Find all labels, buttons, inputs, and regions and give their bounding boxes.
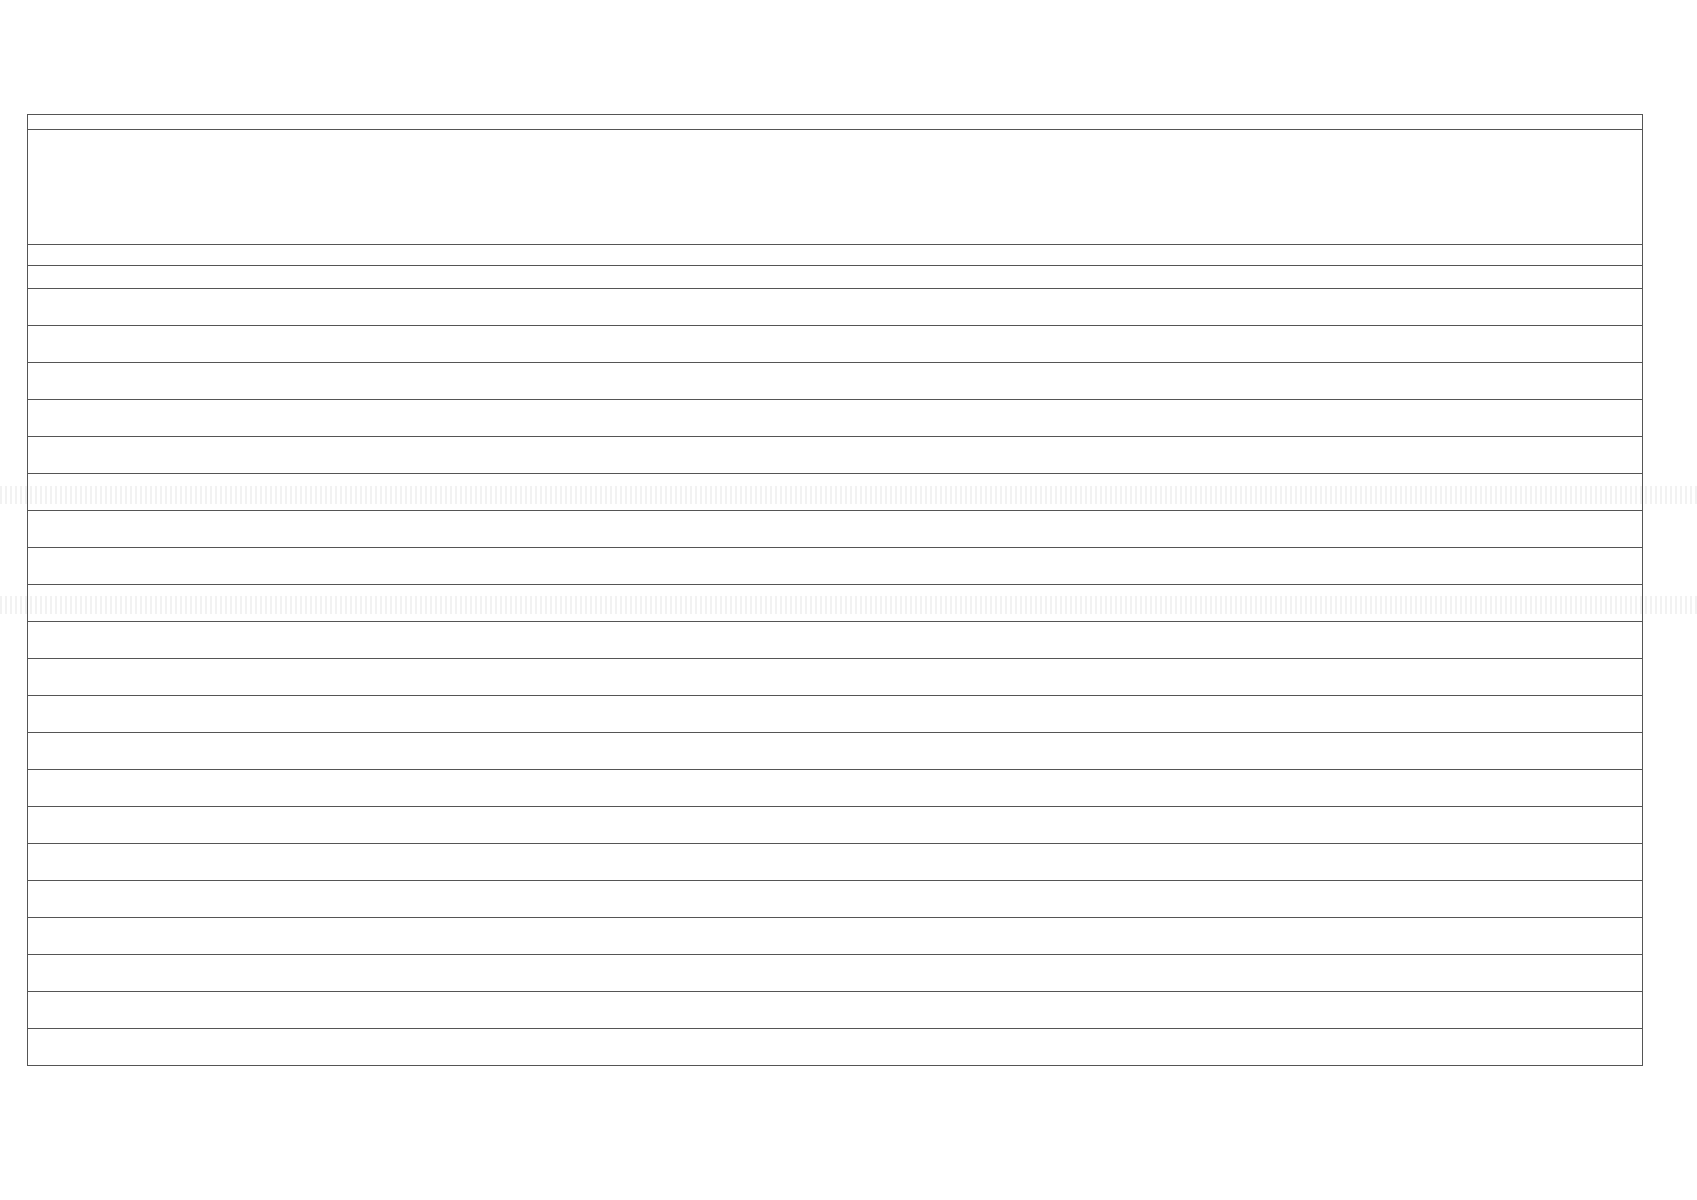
table-row — [28, 289, 1643, 326]
header-row-main — [28, 130, 1643, 245]
table-row — [28, 326, 1643, 363]
table-row — [28, 918, 1643, 955]
table-row — [28, 585, 1643, 622]
table-row — [28, 733, 1643, 770]
table-body — [28, 289, 1643, 1066]
section-row — [28, 770, 1643, 807]
table-row — [28, 844, 1643, 881]
table-row — [28, 807, 1643, 844]
header-row-top — [28, 115, 1643, 130]
section-row — [28, 955, 1643, 992]
table-row — [28, 437, 1643, 474]
table-row — [28, 992, 1643, 1029]
table-row — [28, 696, 1643, 733]
header-row-numbers — [28, 266, 1643, 289]
table-row — [28, 881, 1643, 918]
table-row — [28, 1029, 1643, 1066]
table-row — [28, 659, 1643, 696]
table-row — [28, 511, 1643, 548]
capital-repair-table — [27, 114, 1643, 1066]
header-row-units — [28, 245, 1643, 266]
table-row — [28, 622, 1643, 659]
table-header — [28, 115, 1643, 289]
table-row — [28, 548, 1643, 585]
table-row — [28, 363, 1643, 400]
table-row — [28, 400, 1643, 437]
table-row — [28, 474, 1643, 511]
